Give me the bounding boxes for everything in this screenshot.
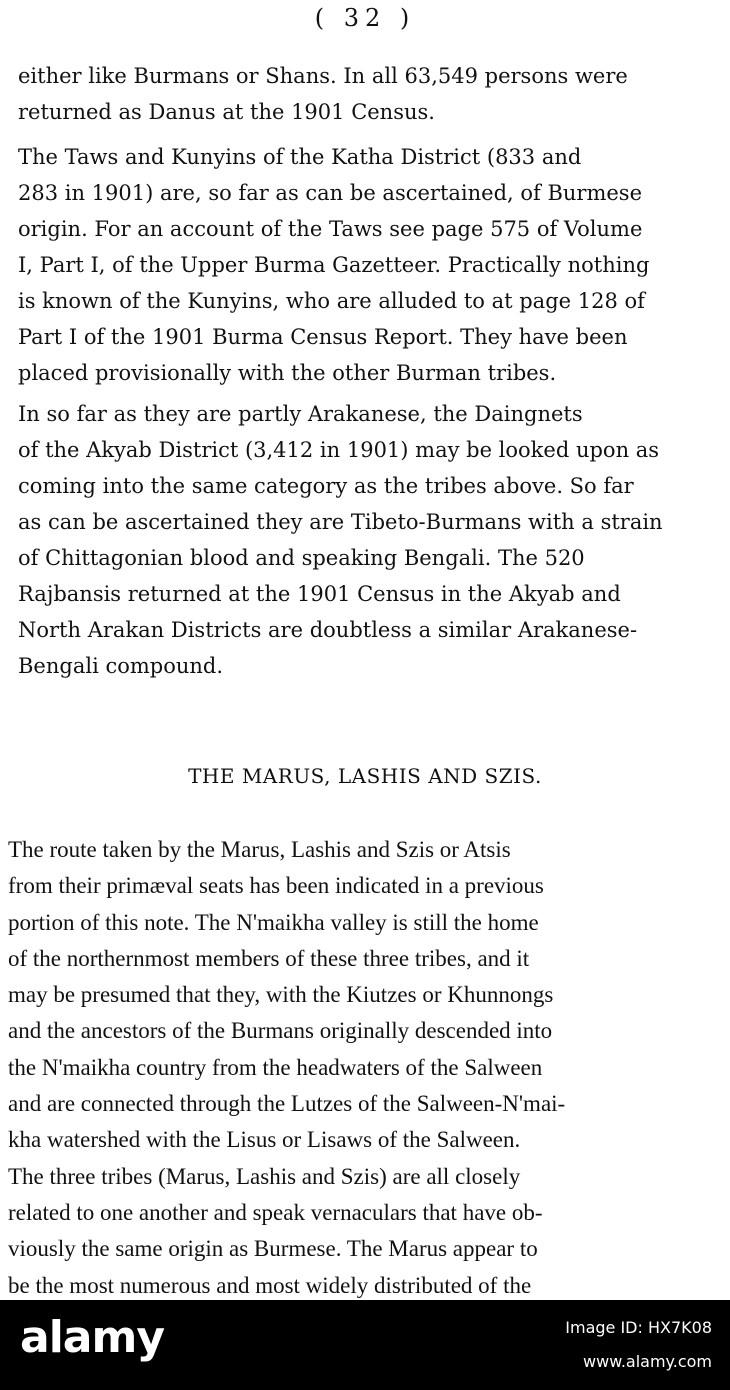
text-line: viously the same origin as Burmese. The Marus appear to: [8, 1236, 538, 1262]
text-line: from their primæval seats has been indicated in a previous: [8, 873, 544, 899]
text-line: be the most numerous and most widely distributed of the: [8, 1272, 532, 1298]
text-line: as can be ascertained they are Tibeto-Burmans with a strain: [18, 510, 663, 534]
paragraph-1: [18, 58, 730, 130]
text-line: Part I of the 1901 Burma Census Report. They have been: [18, 325, 628, 349]
paragraph-2: [18, 139, 730, 391]
section-heading: THE MARUS, LASHIS AND SZIS.: [188, 764, 542, 788]
text-line: and are connected through the Lutzes of the Salween-N'mai-: [8, 1091, 566, 1117]
text-line: The route taken by the Marus, Lashis and Szis or Atsis: [8, 837, 511, 862]
text-line: either like Burmans or Shans. In all 63,549 persons were: [18, 64, 628, 88]
text-line: placed provisionally with the other Burman tribes.: [18, 361, 557, 385]
paragraph-4: [8, 832, 730, 1304]
image-id: Image ID: HX7K08: [565, 1318, 712, 1337]
paragraph-3: [18, 396, 730, 684]
text-line: and the ancestors of the Burmans originally descended into: [8, 1018, 553, 1044]
text-line: may be presumed that they, with the Kiutzes or Khunnongs: [8, 982, 554, 1008]
text-line: portion of this note. The N'maikha valley is still the home: [8, 909, 539, 935]
page-number: ( 32 ): [314, 4, 416, 32]
alamy-logo: alamy: [20, 1312, 164, 1363]
watermark-footer: [0, 1300, 730, 1390]
text-line: related to one another and speak vernaculars that have ob-: [8, 1199, 543, 1225]
text-line: 283 in 1901) are, so far as can be ascertained, of Burmese: [18, 181, 643, 205]
text-line: The three tribes (Marus, Lashis and Szis) are all closely: [8, 1163, 521, 1189]
site-url: www.alamy.com: [583, 1352, 712, 1371]
text-line: In so far as they are partly Arakanese, the Daingnets: [18, 402, 583, 426]
text-line: I, Part I, of the Upper Burma Gazetteer. Practically nothing: [18, 253, 650, 277]
text-line: origin. For an account of the Taws see page 575 of Volume: [18, 217, 643, 241]
text-line: of Chittagonian blood and speaking Bengali. The 520: [18, 546, 585, 570]
text-line: is known of the Kunyins, who are alluded to at page 128 of: [18, 289, 645, 313]
text-line: North Arakan Districts are doubtless a similar Arakanese-: [18, 618, 638, 642]
text-line: Rajbansis returned at the 1901 Census in the Akyab and: [18, 582, 621, 606]
text-line: coming into the same category as the tribes above. So far: [18, 474, 634, 498]
text-line: Bengali compound.: [18, 654, 224, 678]
text-line: of the northernmost members of these three tribes, and it: [8, 945, 530, 971]
text-line: of the Akyab District (3,412 in 1901) may be looked upon as: [18, 438, 660, 462]
text-line: kha watershed with the Lisus or Lisaws of the Salween.: [8, 1127, 521, 1153]
text-line: The Taws and Kunyins of the Katha District (833 and: [18, 145, 582, 169]
text-line: the N'maikha country from the headwaters of the Salween: [8, 1054, 543, 1080]
text-line: returned as Danus at the 1901 Census.: [18, 100, 435, 124]
